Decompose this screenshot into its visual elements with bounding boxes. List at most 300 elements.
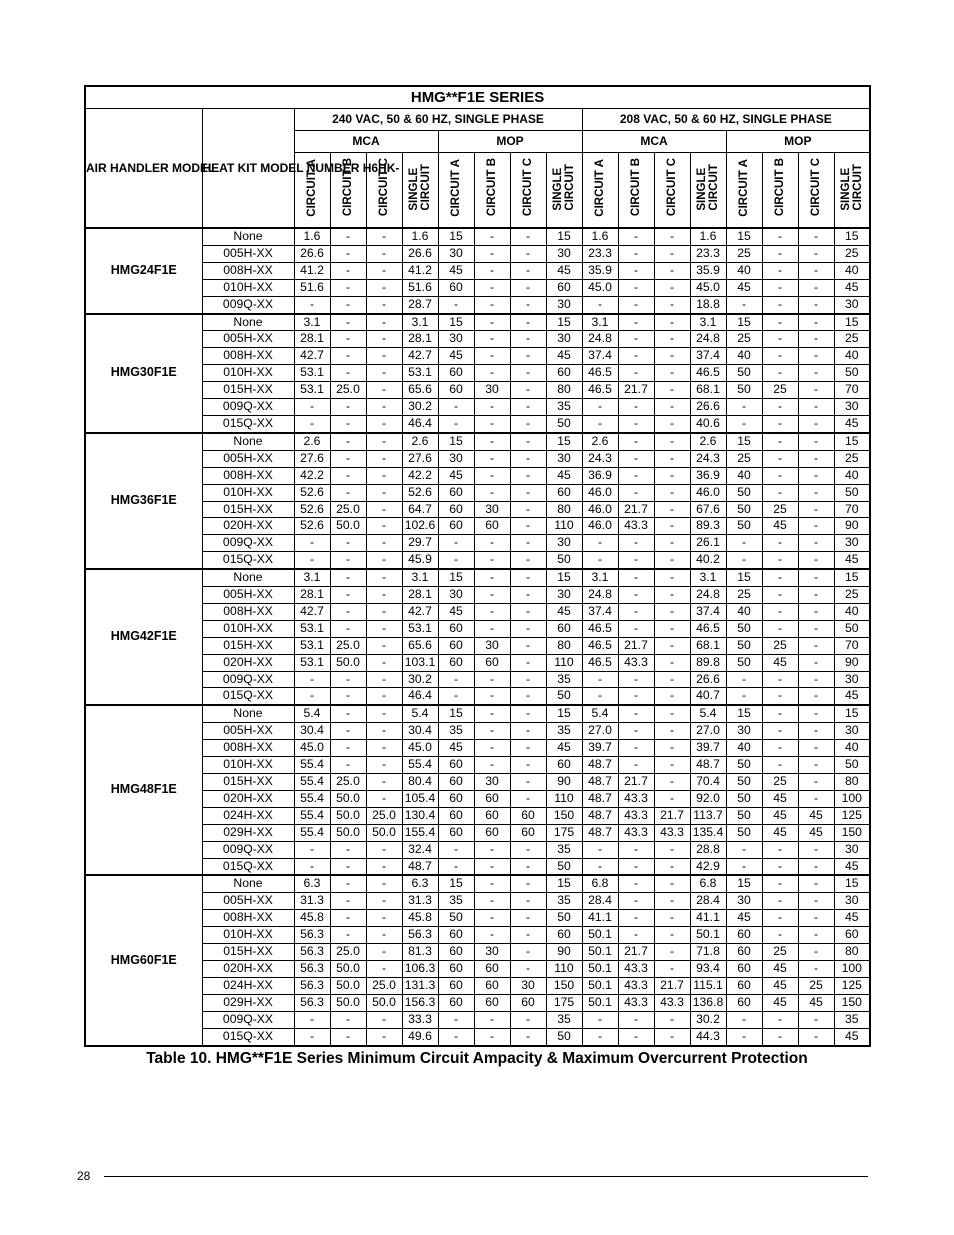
- value-cell: 43.3: [654, 824, 690, 841]
- value-cell: 60: [474, 824, 510, 841]
- value-cell: 60: [438, 518, 474, 535]
- value-cell: -: [294, 552, 330, 569]
- value-cell: 68.1: [690, 637, 726, 654]
- value-cell: -: [474, 757, 510, 774]
- value-cell: -: [618, 262, 654, 279]
- heat-kit-model-cell: 020H-XX: [202, 654, 294, 671]
- table-row: [85, 501, 870, 518]
- value-cell: -: [762, 705, 798, 722]
- value-cell: 3.1: [582, 569, 618, 586]
- value-cell: 3.1: [690, 314, 726, 331]
- value-cell: 60: [834, 927, 870, 944]
- value-cell: 35: [546, 1011, 582, 1028]
- value-cell: -: [474, 1011, 510, 1028]
- value-cell: -: [474, 450, 510, 467]
- value-cell: -: [654, 740, 690, 757]
- value-cell: 50: [546, 415, 582, 432]
- value-cell: -: [366, 501, 402, 518]
- value-cell: -: [510, 433, 546, 450]
- value-cell: 25.0: [366, 807, 402, 824]
- value-cell: 27.0: [690, 723, 726, 740]
- value-cell: 15: [726, 228, 762, 245]
- value-cell: 46.5: [582, 637, 618, 654]
- value-cell: 45: [438, 467, 474, 484]
- value-cell: -: [438, 1028, 474, 1045]
- value-cell: 30: [546, 450, 582, 467]
- value-cell: 60: [438, 484, 474, 501]
- value-cell: -: [510, 620, 546, 637]
- value-cell: -: [330, 569, 366, 586]
- value-cell: -: [582, 841, 618, 858]
- value-cell: -: [438, 671, 474, 688]
- value-cell: -: [366, 245, 402, 262]
- value-cell: -: [798, 399, 834, 416]
- heat-kit-model-cell: None: [202, 228, 294, 245]
- value-cell: -: [510, 790, 546, 807]
- value-cell: -: [330, 314, 366, 331]
- value-cell: 29.7: [402, 535, 438, 552]
- value-cell: -: [474, 1028, 510, 1045]
- value-cell: 150: [834, 994, 870, 1011]
- value-cell: 45: [834, 858, 870, 875]
- value-cell: -: [474, 552, 510, 569]
- value-cell: 55.4: [294, 790, 330, 807]
- value-cell: 60: [438, 790, 474, 807]
- value-cell: -: [762, 1028, 798, 1045]
- value-cell: 28.7: [402, 296, 438, 313]
- value-cell: 90: [834, 654, 870, 671]
- value-cell: -: [366, 552, 402, 569]
- value-cell: 60: [546, 620, 582, 637]
- value-cell: 60: [474, 807, 510, 824]
- value-cell: 30.2: [690, 1011, 726, 1028]
- value-cell: -: [726, 535, 762, 552]
- subcolumn-header: [654, 153, 690, 229]
- value-cell: -: [762, 587, 798, 604]
- value-cell: -: [474, 348, 510, 365]
- value-cell: -: [366, 365, 402, 382]
- value-cell: 43.3: [618, 807, 654, 824]
- value-cell: 30: [834, 296, 870, 313]
- value-cell: 35.9: [582, 262, 618, 279]
- value-cell: -: [366, 603, 402, 620]
- value-cell: -: [762, 279, 798, 296]
- value-cell: -: [510, 960, 546, 977]
- value-cell: 46.5: [582, 620, 618, 637]
- value-cell: 1.6: [582, 228, 618, 245]
- value-cell: 30: [834, 723, 870, 740]
- value-cell: 45: [834, 910, 870, 927]
- value-cell: -: [798, 723, 834, 740]
- table-row: [85, 262, 870, 279]
- value-cell: -: [798, 603, 834, 620]
- value-cell: -: [798, 927, 834, 944]
- value-cell: 35: [546, 893, 582, 910]
- table-row: [85, 858, 870, 875]
- value-cell: 70: [834, 501, 870, 518]
- value-cell: 30.2: [402, 399, 438, 416]
- value-cell: -: [474, 875, 510, 892]
- subcolumn-header: [546, 153, 582, 229]
- table-row: [85, 279, 870, 296]
- value-cell: 24.8: [690, 587, 726, 604]
- value-cell: -: [510, 501, 546, 518]
- table-row: [85, 994, 870, 1011]
- value-cell: -: [294, 858, 330, 875]
- value-cell: 30: [438, 245, 474, 262]
- value-cell: -: [330, 893, 366, 910]
- value-cell: -: [654, 790, 690, 807]
- subcolumn-header-label: CIRCUIT B: [486, 158, 498, 217]
- value-cell: -: [510, 1011, 546, 1028]
- value-cell: 48.7: [402, 858, 438, 875]
- value-cell: 46.5: [582, 365, 618, 382]
- value-cell: 41.2: [294, 262, 330, 279]
- value-cell: -: [798, 960, 834, 977]
- value-cell: 15: [834, 314, 870, 331]
- value-cell: -: [510, 245, 546, 262]
- value-cell: 90: [546, 774, 582, 791]
- value-cell: -: [510, 382, 546, 399]
- value-cell: 26.6: [690, 399, 726, 416]
- value-cell: -: [618, 484, 654, 501]
- value-cell: -: [294, 1011, 330, 1028]
- heat-kit-model-cell: 024H-XX: [202, 977, 294, 994]
- value-cell: 30: [474, 774, 510, 791]
- table-row: [85, 654, 870, 671]
- value-cell: 27.0: [582, 723, 618, 740]
- value-cell: 2.6: [690, 433, 726, 450]
- value-cell: -: [330, 262, 366, 279]
- value-cell: -: [330, 620, 366, 637]
- value-cell: 30: [474, 944, 510, 961]
- value-cell: 45.9: [402, 552, 438, 569]
- value-cell: -: [510, 654, 546, 671]
- value-cell: -: [330, 927, 366, 944]
- value-cell: -: [654, 228, 690, 245]
- value-cell: -: [798, 790, 834, 807]
- value-cell: -: [474, 433, 510, 450]
- value-cell: 53.1: [294, 365, 330, 382]
- value-cell: 60: [726, 977, 762, 994]
- value-cell: 15: [726, 875, 762, 892]
- value-cell: -: [618, 569, 654, 586]
- value-cell: 102.6: [402, 518, 438, 535]
- value-cell: 40: [834, 740, 870, 757]
- value-cell: -: [762, 552, 798, 569]
- subcolumn-header-label: CIRCUIT C: [810, 158, 822, 217]
- value-cell: 21.7: [654, 807, 690, 824]
- value-cell: 45.0: [690, 279, 726, 296]
- value-cell: -: [474, 841, 510, 858]
- group-header-mca-208: MCA: [582, 131, 726, 153]
- value-cell: -: [366, 620, 402, 637]
- value-cell: -: [582, 1011, 618, 1028]
- value-cell: -: [510, 552, 546, 569]
- value-cell: -: [654, 960, 690, 977]
- value-cell: -: [798, 518, 834, 535]
- value-cell: 50.0: [330, 977, 366, 994]
- value-cell: 60: [546, 365, 582, 382]
- value-cell: -: [618, 348, 654, 365]
- value-cell: -: [582, 535, 618, 552]
- value-cell: -: [330, 740, 366, 757]
- value-cell: -: [582, 415, 618, 432]
- value-cell: 42.2: [402, 467, 438, 484]
- value-cell: -: [618, 365, 654, 382]
- value-cell: 15: [546, 433, 582, 450]
- value-cell: -: [510, 535, 546, 552]
- value-cell: -: [510, 365, 546, 382]
- value-cell: -: [366, 484, 402, 501]
- value-cell: -: [366, 535, 402, 552]
- value-cell: -: [474, 603, 510, 620]
- value-cell: -: [510, 705, 546, 722]
- value-cell: 48.7: [582, 790, 618, 807]
- ampacity-table-container: [84, 85, 871, 1047]
- value-cell: -: [438, 858, 474, 875]
- value-cell: -: [798, 382, 834, 399]
- value-cell: -: [330, 875, 366, 892]
- value-cell: 42.2: [294, 467, 330, 484]
- value-cell: -: [618, 331, 654, 348]
- value-cell: -: [474, 910, 510, 927]
- subcolumn-header-label: CIRCUIT C: [378, 158, 390, 217]
- value-cell: 26.6: [690, 671, 726, 688]
- value-cell: 50: [834, 365, 870, 382]
- value-cell: -: [798, 774, 834, 791]
- subcolumn-header-label: CIRCUIT B: [630, 158, 642, 217]
- value-cell: 90: [546, 944, 582, 961]
- value-cell: -: [762, 910, 798, 927]
- value-cell: 150: [546, 977, 582, 994]
- value-cell: -: [366, 587, 402, 604]
- value-cell: 92.0: [690, 790, 726, 807]
- value-cell: 46.0: [582, 518, 618, 535]
- value-cell: 43.3: [618, 960, 654, 977]
- value-cell: 150: [834, 824, 870, 841]
- value-cell: 50: [834, 757, 870, 774]
- value-cell: 35: [438, 893, 474, 910]
- value-cell: 43.3: [618, 977, 654, 994]
- value-cell: 15: [834, 569, 870, 586]
- value-cell: 90: [834, 518, 870, 535]
- value-cell: 46.5: [582, 382, 618, 399]
- value-cell: -: [510, 875, 546, 892]
- value-cell: -: [438, 399, 474, 416]
- value-cell: -: [294, 1028, 330, 1045]
- value-cell: -: [366, 348, 402, 365]
- value-cell: -: [762, 262, 798, 279]
- heat-kit-model-cell: None: [202, 314, 294, 331]
- value-cell: 53.1: [294, 654, 330, 671]
- value-cell: -: [474, 858, 510, 875]
- value-cell: 45: [834, 415, 870, 432]
- value-cell: 45: [834, 1028, 870, 1045]
- value-cell: 60: [510, 807, 546, 824]
- group-header-mop-208: MOP: [726, 131, 870, 153]
- value-cell: 40.6: [690, 415, 726, 432]
- value-cell: -: [762, 1011, 798, 1028]
- value-cell: -: [330, 228, 366, 245]
- value-cell: 50.0: [366, 824, 402, 841]
- value-cell: 50.0: [330, 790, 366, 807]
- value-cell: -: [618, 1011, 654, 1028]
- value-cell: 46.4: [402, 415, 438, 432]
- value-cell: 15: [726, 705, 762, 722]
- footer-rule: [104, 1176, 868, 1177]
- value-cell: 60: [546, 757, 582, 774]
- value-cell: 1.6: [294, 228, 330, 245]
- value-cell: -: [330, 587, 366, 604]
- table-row: [85, 841, 870, 858]
- value-cell: 42.7: [294, 603, 330, 620]
- table-row: [85, 399, 870, 416]
- value-cell: -: [330, 723, 366, 740]
- value-cell: 42.9: [690, 858, 726, 875]
- value-cell: 106.3: [402, 960, 438, 977]
- value-cell: 3.1: [402, 569, 438, 586]
- value-cell: 50: [726, 365, 762, 382]
- table-caption: Table 10. HMG**F1E Series Minimum Circuit Ampacity & Maximum Overcurrent Protection: [146, 1050, 808, 1067]
- value-cell: -: [654, 875, 690, 892]
- value-cell: -: [654, 603, 690, 620]
- value-cell: -: [366, 450, 402, 467]
- value-cell: 60: [474, 790, 510, 807]
- value-cell: 30: [546, 331, 582, 348]
- value-cell: 50: [546, 1028, 582, 1045]
- value-cell: -: [474, 705, 510, 722]
- value-cell: -: [762, 296, 798, 313]
- value-cell: -: [366, 433, 402, 450]
- value-cell: 45: [762, 824, 798, 841]
- value-cell: -: [330, 841, 366, 858]
- value-cell: 136.8: [690, 994, 726, 1011]
- table-row: [85, 637, 870, 654]
- value-cell: -: [618, 1028, 654, 1045]
- value-cell: -: [366, 415, 402, 432]
- value-cell: 113.7: [690, 807, 726, 824]
- value-cell: -: [366, 228, 402, 245]
- value-cell: -: [798, 535, 834, 552]
- heat-kit-model-cell: 015Q-XX: [202, 1028, 294, 1045]
- value-cell: -: [330, 450, 366, 467]
- series-title: HMG**F1E SERIES: [85, 86, 870, 109]
- table-row: [85, 705, 870, 722]
- value-cell: 43.3: [618, 654, 654, 671]
- table-row: [85, 245, 870, 262]
- value-cell: -: [366, 740, 402, 757]
- value-cell: 100: [834, 960, 870, 977]
- value-cell: 50: [726, 757, 762, 774]
- table-row: [85, 415, 870, 432]
- value-cell: 28.4: [690, 893, 726, 910]
- value-cell: -: [654, 620, 690, 637]
- value-cell: -: [510, 893, 546, 910]
- value-cell: 50: [834, 484, 870, 501]
- value-cell: 30: [834, 399, 870, 416]
- value-cell: 110: [546, 960, 582, 977]
- value-cell: -: [438, 552, 474, 569]
- value-cell: 25: [798, 977, 834, 994]
- heat-kit-model-cell: 009Q-XX: [202, 296, 294, 313]
- value-cell: 52.6: [402, 484, 438, 501]
- value-cell: 45: [546, 262, 582, 279]
- heat-kit-model-cell: 009Q-XX: [202, 535, 294, 552]
- value-cell: -: [654, 654, 690, 671]
- table-row: [85, 569, 870, 586]
- value-cell: -: [654, 944, 690, 961]
- table-row: [85, 433, 870, 450]
- value-cell: -: [330, 705, 366, 722]
- value-cell: 45: [762, 654, 798, 671]
- value-cell: -: [654, 415, 690, 432]
- value-cell: -: [798, 415, 834, 432]
- value-cell: 25: [762, 637, 798, 654]
- value-cell: -: [654, 893, 690, 910]
- value-cell: 150: [546, 807, 582, 824]
- value-cell: 43.3: [618, 994, 654, 1011]
- value-cell: 24.8: [690, 331, 726, 348]
- value-cell: 30: [546, 296, 582, 313]
- value-cell: 15: [438, 875, 474, 892]
- value-cell: -: [474, 262, 510, 279]
- value-cell: 15: [438, 228, 474, 245]
- value-cell: -: [510, 688, 546, 705]
- table-row: [85, 1011, 870, 1028]
- heat-kit-model-cell: 015Q-XX: [202, 858, 294, 875]
- value-cell: 2.6: [582, 433, 618, 450]
- value-cell: -: [798, 893, 834, 910]
- value-cell: 35: [438, 723, 474, 740]
- value-cell: -: [510, 518, 546, 535]
- value-cell: -: [510, 262, 546, 279]
- value-cell: -: [798, 552, 834, 569]
- value-cell: -: [762, 740, 798, 757]
- value-cell: -: [762, 875, 798, 892]
- value-cell: 45: [726, 279, 762, 296]
- value-cell: -: [294, 688, 330, 705]
- value-cell: 51.6: [294, 279, 330, 296]
- value-cell: 45: [762, 518, 798, 535]
- value-cell: 56.3: [294, 994, 330, 1011]
- value-cell: -: [510, 399, 546, 416]
- value-cell: 21.7: [618, 944, 654, 961]
- value-cell: -: [798, 841, 834, 858]
- value-cell: -: [654, 245, 690, 262]
- value-cell: -: [798, 228, 834, 245]
- value-cell: -: [366, 893, 402, 910]
- value-cell: -: [366, 399, 402, 416]
- value-cell: -: [798, 587, 834, 604]
- table-row: [85, 365, 870, 382]
- value-cell: -: [798, 671, 834, 688]
- value-cell: -: [798, 296, 834, 313]
- value-cell: -: [366, 757, 402, 774]
- value-cell: 36.9: [690, 467, 726, 484]
- heat-kit-model-cell: 015Q-XX: [202, 552, 294, 569]
- value-cell: 50.0: [330, 994, 366, 1011]
- value-cell: 60: [726, 960, 762, 977]
- value-cell: -: [330, 331, 366, 348]
- value-cell: -: [618, 415, 654, 432]
- heat-kit-model-cell: 010H-XX: [202, 927, 294, 944]
- table-row: [85, 467, 870, 484]
- value-cell: -: [654, 348, 690, 365]
- value-cell: 50.1: [690, 927, 726, 944]
- value-cell: 60: [546, 927, 582, 944]
- value-cell: -: [654, 314, 690, 331]
